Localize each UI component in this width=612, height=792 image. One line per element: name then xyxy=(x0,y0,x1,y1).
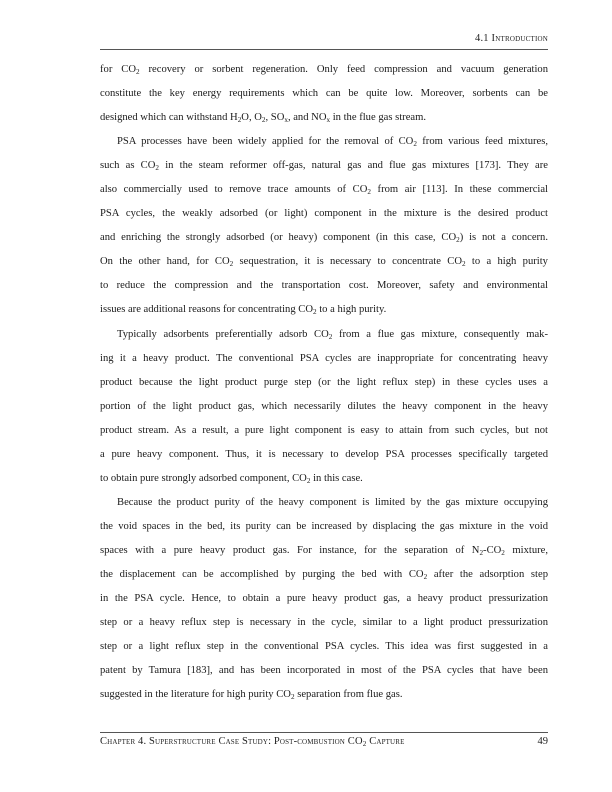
subscript: 2 xyxy=(413,140,417,149)
chapter-title-subscript: 2 xyxy=(362,740,367,748)
running-footer xyxy=(100,736,548,750)
text-line: product stream. As a result, a pure light component is easy to attain from such cycles, but not xyxy=(100,424,548,436)
text-line: in the PSA cycle. Hence, to obtain a pure heavy product gas, a heavy product pressurization xyxy=(100,593,548,605)
subscript: 2 xyxy=(155,164,159,173)
header-rule xyxy=(100,49,548,50)
text-line: suggested in the literature for high purity $CO_2$ separation from flue gas. xyxy=(100,689,403,702)
subscript: x xyxy=(284,116,288,125)
subscript: 2 xyxy=(237,116,242,125)
text-line: product because the light product purge step (or the light reflux step) in these cycles uses a xyxy=(100,376,548,388)
subscript: 2 xyxy=(479,548,484,557)
text-line: issues are additional reasons for concentrating $CO_2$ to a high purity. xyxy=(100,304,387,317)
paragraph xyxy=(100,323,548,491)
subscript: 2 xyxy=(261,116,266,125)
text-line: PSA processes have been widely applied for the removal of $CO_2$ from various feed mixtures, xyxy=(117,136,549,149)
text-line: Because the product purity of the heavy component is limited by the gas mixture occupying xyxy=(117,496,548,508)
text-line: portion of the light product gas, which necessarily dilutes the heavy component in the heavy xyxy=(100,400,548,412)
text-line: also commercially used to remove trace amounts of $CO_2$ from air [113]. In these commercial xyxy=(100,184,548,197)
subscript: 2 xyxy=(328,332,333,341)
subscript: 2 xyxy=(456,236,460,245)
text-line: patent by Tamura [183], and has been incorporated in most of the PSA cycles that have been xyxy=(100,665,548,677)
text-line: a pure heavy component. Thus, it is necessary to develop PSA processes specifically targeted xyxy=(100,448,548,460)
text-line: for $CO_2$ recovery or sorbent regeneration. Only feed compression and vacuum generation xyxy=(100,64,549,76)
paragraph xyxy=(100,58,548,130)
page-number: 49 xyxy=(537,736,548,747)
text-line: designed which can withstand $H_2O$, $O_2$, $SO_x$, and $NO_x$ in the flue gas stream. xyxy=(100,112,426,125)
subscript: 2 xyxy=(136,68,140,76)
text-line: ing it a heavy product. The conventional PSA cycles are inappropriate for concentrating heavy xyxy=(100,352,548,364)
body-text xyxy=(100,58,548,707)
text-line: constitute the key energy requirements which can be quite low. Moreover, sorbents can be xyxy=(100,88,548,100)
paragraph xyxy=(100,491,548,707)
text-line: such as $CO_2$ in the steam reformer off-gas, natural gas and flue gas mixtures [173]. They are xyxy=(100,160,548,173)
subscript: 2 xyxy=(501,548,505,557)
chapter-title-text-end: Capture xyxy=(366,736,405,747)
paragraph xyxy=(100,130,548,322)
text-line: the void spaces in the bed, its purity can be increased by displacing the gas mixture in the void xyxy=(100,520,548,532)
text-line: to reduce the compression and the transportation cost. Moreover, safety and environmental xyxy=(100,280,548,292)
subscript: 2 xyxy=(423,572,428,581)
chapter-title-text: Chapter 4. Superstructure Case Study: Post-combustion CO xyxy=(100,736,363,747)
subscript: x xyxy=(326,116,331,125)
text-line: to obtain pure strongly adsorbed component, $CO_2$ in this case. xyxy=(100,472,363,485)
subscript: 2 xyxy=(367,188,371,197)
section-title: 4.1 Introduction xyxy=(475,33,548,44)
chapter-title xyxy=(100,736,405,747)
subscript: 2 xyxy=(306,476,311,485)
subscript: 2 xyxy=(461,260,466,269)
text-line: On the other hand, for $CO_2$ sequestration, it is necessary to concentrate $CO_2$ to a high purity xyxy=(100,256,548,269)
subscript: 2 xyxy=(229,260,234,269)
text-line: PSA cycles, the weakly adsorbed (or light) component in the mixture is the desired product xyxy=(100,208,548,220)
text-line: spaces with a pure heavy product gas. For instance, for the separation of $N_2-CO_2$ mixture, xyxy=(100,544,548,557)
subscript: 2 xyxy=(313,308,317,317)
footer-rule xyxy=(100,732,548,733)
text-line: and enriching the strongly adsorbed (or heavy) component (in this case, $CO_2$) is not a concern. xyxy=(100,232,548,245)
subscript: 2 xyxy=(290,693,295,702)
running-header xyxy=(100,33,548,47)
text-line: the displacement can be accomplished by purging the bed with $CO_2$ after the adsorption step xyxy=(100,568,548,581)
text-line: step or a heavy reflux step is necessary in the cycle, similar to a light product pressurization xyxy=(100,617,548,629)
text-line: Typically adsorbents preferentially adsorb $CO_2$ from a flue gas mixture, consequently mak- xyxy=(117,328,548,341)
text-line: step or a light reflux step in the conventional PSA cycles. This idea was first suggested in a xyxy=(100,641,548,653)
